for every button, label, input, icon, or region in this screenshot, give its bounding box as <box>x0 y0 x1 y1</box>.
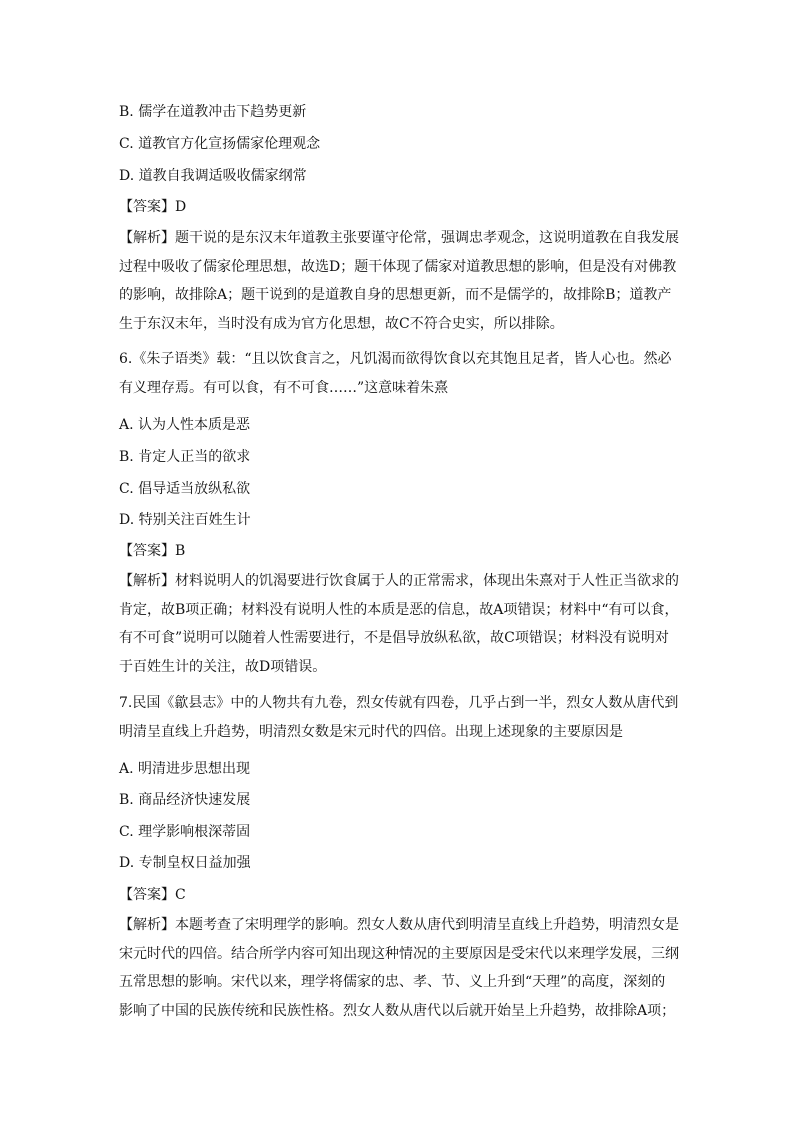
q5-analysis <box>119 224 679 338</box>
q6-option-c: C. 倡导适当放纵私欲 <box>119 481 251 497</box>
q5-answer: 【答案】D <box>119 199 187 215</box>
q5-analysis-line: 过程中吸收了儒家伦理思想，故选D；题干体现了儒家对道教思想的影响，但是没有对佛教 <box>119 258 677 275</box>
q7-analysis-line: 五常思想的影响。宋代以来，理学将儒家的忠、孝、节、义上升到“天理”的高度，深刻的 <box>119 974 666 990</box>
q6-option-a: A. 认为人性本质是恶 <box>119 417 251 433</box>
q5-option-d: D. 道教自我调适吸收儒家纲常 <box>119 168 307 184</box>
q7-analysis <box>119 911 679 1025</box>
q7-option-c: C. 理学影响根深蒂固 <box>119 824 251 840</box>
q6-analysis-line: 有不可食”说明可以随着人性需要进行，不是倡导放纵私欲，故C项错误；材料没有说明对 <box>119 630 669 646</box>
q7-answer: 【答案】C <box>119 887 186 903</box>
q7-stem <box>119 689 679 746</box>
q5-option-b: B. 儒学在道教冲击下趋势更新 <box>119 104 307 120</box>
q5-option-c: C. 道教官方化宣扬儒家伦理观念 <box>119 136 321 152</box>
q6-stem-line: 6.《朱子语类》载：“且以饮食言之，凡饥渴而欲得饮食以充其饱且足者，皆人心也。然必 <box>119 351 672 367</box>
q6-answer: 【答案】B <box>119 543 186 559</box>
q7-analysis-line: 影响了中国的民族传统和民族性格。烈女人数从唐代以后就开始呈上升趋势，故排除A项； <box>119 1002 676 1019</box>
q7-option-b: B. 商品经济快速发展 <box>119 792 251 808</box>
q6-option-d: D. 特别关注百姓生计 <box>119 512 251 528</box>
q5-analysis-line: 生于东汉末年，当时没有成为官方化思想，故C不符合史实，所以排除。 <box>119 315 564 332</box>
q7-stem-line: 明清呈直线上升趋势，明清烈女数是宋元时代的四倍。出现上述现象的主要原因是 <box>119 723 623 740</box>
q7-option-d: D. 专制皇权日益加强 <box>119 855 251 871</box>
q6-stem <box>119 345 679 402</box>
q7-analysis-line: 【解析】本题考查了宋明理学的影响。烈女人数从唐代到明清呈直线上升趋势，明清烈女是 <box>119 917 679 933</box>
q5-analysis-line: 的影响，故排除A；题干说到的是道教自身的思想更新，而不是儒学的，故排除B；道教产 <box>119 287 672 303</box>
q5-analysis-line: 【解析】题干说的是东汉末年道教主张要谨守伦常，强调忠孝观念，这说明道教在自我发展 <box>119 230 679 246</box>
q6-analysis <box>119 567 679 681</box>
q7-option-a: A. 明清进步思想出现 <box>119 761 251 777</box>
q6-stem-line: 有义理存焉。有可以食，有不可食……”这意味着朱熹 <box>119 379 449 396</box>
q6-analysis-line: 于百姓生计的关注，故D项错误。 <box>119 658 327 675</box>
q6-analysis-line: 【解析】材料说明人的饥渴要进行饮食属于人的正常需求，体现出朱熹对于人性正当欲求的 <box>119 573 679 589</box>
q6-analysis-line: 肯定，故B项正确；材料没有说明人性的本质是恶的信息，故A项错误；材料中“有可以食， <box>119 601 679 618</box>
q6-option-b: B. 肯定人正当的欲求 <box>119 449 251 465</box>
q7-analysis-line: 宋元时代的四倍。结合所学内容可知出现这种情况的主要原因是受宋代以来理学发展，三纲 <box>119 945 679 962</box>
q7-stem-line: 7.民国《歙县志》中的人物共有九卷，烈女传就有四卷，几乎占到一半，烈女人数从唐代到 <box>119 695 679 711</box>
